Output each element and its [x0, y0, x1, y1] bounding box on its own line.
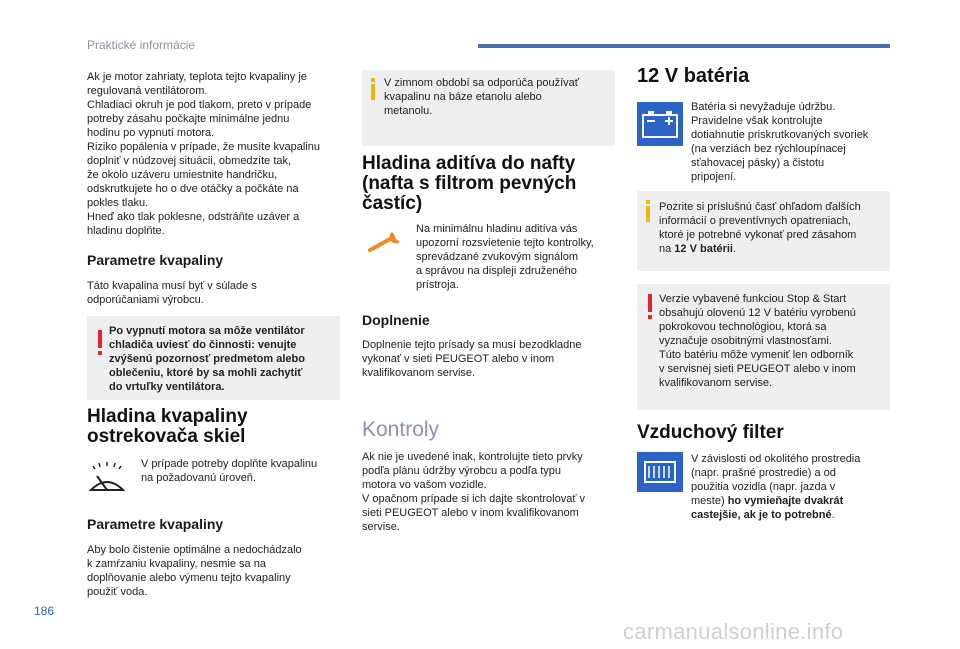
battery-info-text: Pozrite si príslušnú časť ohľadom ďalších informácií o preventívnych opatreniach, ktoré je potrebné vykonať pred zásahom na 12 V batérii.	[659, 201, 861, 255]
additive-text: Na minimálnu hladinu aditíva vás upozorní rozsvietenie tejto kontrolky, sprevádzané zvukovým signálom a správou na displeji združeného prístroja.	[416, 223, 594, 291]
battery-text: Batéria si nevyžaduje údržbu. Pravidelne však kontrolujte dotiahnutie priskrutkovaných svoriek (na verziách bez rýchloupínacej sťahovacej pásky) a čistotu pripojení.	[691, 101, 869, 183]
refill-text: Doplnenie tejto prísady sa musí bezodkladne vykonať v sieti PEUGEOT alebo v inom kvalifikovanom servise.	[362, 339, 582, 379]
additive-heading-line2: (nafta s filtrom pevných	[362, 173, 577, 194]
refill-heading: Doplnenie	[362, 312, 430, 328]
coolant-intro-text: Ak je motor zahriaty, teplota tejto kvapaliny je regulovaná ventilátorom. Chladiaci okruh je pod tlakom, preto v prípade potreby zásahu počkajte minimálne jednu hodinu po vypnutí motora. Riziko popálenia v prípade, že musíte kvapalinu doplniť v núdzovej situácii, obmedzíte tak, že okolo uzáveru umiestnite handričku, odskrutkujete ho o dve otáčky a počkáte na pokles tlaku. Hneď ako tlak poklesne, odstráňte uzáver a hladinu doplňte.	[87, 71, 320, 237]
header-bar	[478, 44, 890, 48]
coolant-spec-heading: Parametre kvapaliny	[87, 252, 224, 268]
air-filter-text: V závislosti od okolitého prostredia (napr. prašné prostredie) a od použitia vozidla (napr. jazda v meste) ho vymieňajte dvakrát castejšie, ak je to potrebné.	[691, 453, 861, 521]
warning-icon	[96, 330, 105, 356]
stop-start-warning-note	[637, 284, 890, 410]
wiper-icon	[87, 460, 127, 498]
winter-info-note	[362, 70, 615, 146]
washer-text: V prípade potreby doplňte kvapalinu na požadovanú úroveň.	[141, 458, 318, 484]
watermark: carmanualsonline.info	[623, 619, 844, 644]
battery-info-note	[637, 191, 890, 271]
checks-heading: Kontroly	[362, 418, 440, 441]
battery-heading: 12 V batéria	[637, 65, 750, 87]
section-title: Praktické informácie	[87, 38, 196, 52]
fan-warning-note	[87, 316, 340, 400]
winter-info-text: V zimnom období sa odporúča používať kvapalinu na báze etanolu alebo metanolu.	[384, 77, 579, 117]
info-icon	[371, 78, 376, 100]
washer-spec-text: Aby bolo čistenie optimálne a nedochádzalo k zamŕzaniu kvapaliny, nesmie sa na doplňovanie alebo výmenu tejto kvapaliny použiť voda.	[87, 544, 302, 598]
info-icon	[646, 200, 651, 222]
coolant-spec-text: Táto kvapalina musí byť v súlade s odporúčaniami výrobcu.	[87, 280, 257, 306]
battery-icon	[637, 102, 683, 146]
fan-warning-text: Po vypnutí motora sa môže ventilátor chladiča uviesť do činnosti: venujte zvýšenú pozornosť predmetom alebo oblečeniu, ktoré by sa mohli zachytiť do vrtuľky ventilátora.	[109, 325, 305, 393]
warning-icon	[646, 294, 655, 320]
washer-spec-heading: Parametre kvapaliny	[87, 516, 224, 532]
washer-heading-line2: ostrekovača skiel	[87, 426, 246, 447]
additive-heading-line1: Hladina aditíva do nafty	[362, 153, 576, 174]
wrench-icon	[366, 228, 406, 258]
additive-heading-line3: častíc)	[362, 193, 423, 214]
checks-text: Ak nie je uvedené inak, kontrolujte tieto prvky podľa plánu údržby výrobcu a podľa typu motora vo vašom vozidle. V opačnom prípade si ich dajte skontrolovať v sieti PEUGEOT alebo v inom kvalifikovanom servise.	[362, 451, 586, 533]
page-number: 186	[34, 604, 55, 618]
washer-heading-line1: Hladina kvapaliny	[87, 406, 248, 427]
air-filter-heading: Vzduchový filter	[637, 422, 784, 443]
stop-start-warning-text: Verzie vybavené funkciou Stop & Start obsahujú olovenú 12 V batériu vyrobenú pokrokovou technológiou, ktorá sa vyznačuje osobitnými vlastnosťami. Túto batériu môže vymeniť len odborník v servisnej sieti PEUGEOT alebo v inom kvalifikovanom servise.	[659, 293, 856, 389]
air-filter-icon	[637, 452, 683, 492]
